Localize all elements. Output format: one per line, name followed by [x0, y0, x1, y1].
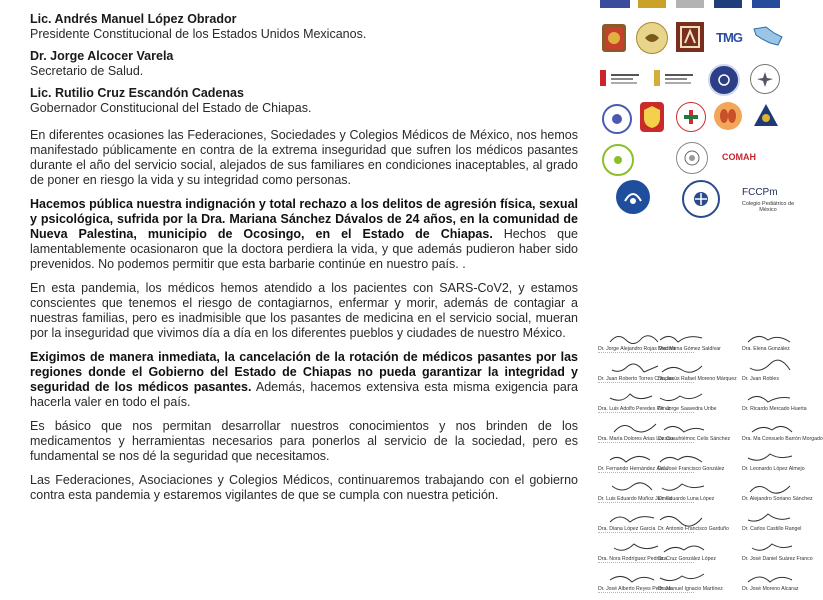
paragraph-context: En diferentes ocasiones las Federaciones, Sociedades y Colegios Médicos de México, nos hemos manifestado públicamente en contra de la extrema inseguridad que sufren los médicos pasantes durante el año del servicio social, alejados de sus familiares en condiciones inaceptables, al grado de poner en riesgo la vida y su integridad como personas.	[30, 128, 578, 187]
paragraph-closing: Las Federaciones, Asociaciones y Colegios Médicos, continuaremos trabajando con el gobierno contra esta pandemia y estaremos vigilantes de que se cumpla con nuestra petición.	[30, 473, 578, 502]
signatory-name: Dr. José Moreno Alcaraz	[742, 586, 799, 592]
addressee-3	[30, 86, 578, 116]
signature	[736, 360, 800, 388]
comah-logo	[722, 148, 782, 166]
signatures-block	[598, 324, 823, 600]
college-logo	[602, 144, 634, 176]
signature	[736, 570, 800, 598]
signatory-name: Dr. Cruz González López	[658, 556, 716, 562]
signatory-name: Dra. María Dolores Arias Lozano	[598, 436, 674, 442]
paragraph-bold-text: Exigimos de manera inmediata, la cancelación de la rotación de médicos pasantes por las regiones donde el Gobierno del Estado de Chiapas no pueda garantizar la integridad y seguridad de los médicos pasantes.	[30, 350, 578, 394]
letter-body	[30, 12, 578, 512]
signatory-name: Dr. Eduardo Luna López	[658, 496, 715, 502]
signatory-name: Dr. Juan Roberto Torres Chiapas	[598, 376, 674, 382]
signatory-name: Dra. Elena González	[742, 346, 790, 352]
signatory-name: Dr. Jorge Saavedra Uribe	[658, 406, 717, 412]
signature	[736, 510, 800, 538]
handwritten-signature-icon	[746, 390, 796, 406]
triangle-emblem-logo	[752, 102, 780, 130]
hands-emblem-logo	[616, 180, 650, 214]
signature	[648, 480, 718, 508]
handwritten-signature-icon	[746, 360, 796, 376]
handwritten-signature-icon	[658, 450, 708, 466]
signatory-name: Dr. Juan Robles	[742, 376, 779, 382]
signatory-name: Dr. Carlos Castillo Rangel	[742, 526, 802, 532]
signature	[648, 570, 723, 598]
signature	[648, 510, 729, 538]
signatory-name: Dr. José Daniel Suárez Franco	[742, 556, 813, 562]
paragraph-text: Hechos que lamentablemente ocasionaron que la doctora perdiera la vida, y que además pudieron haber sido prevenidos. No podemos permitir que esta barbarie continúe en nuestro país. .	[30, 227, 578, 271]
signatory-name: Dra. Nora Rodríguez Pedraza	[598, 556, 667, 562]
signatory-name: Dr. Jesús Rafael Moreno Márquez	[658, 376, 737, 382]
addressee-name: Lic. Andrés Manuel López Obrador	[30, 12, 237, 26]
addressee-2	[30, 49, 578, 79]
addressee-1	[30, 12, 578, 42]
comah-logo-text: COMAH	[722, 152, 756, 162]
signature	[648, 390, 718, 418]
signatory-name: Dr. José Alberto Reyes Pedraza	[598, 586, 672, 592]
academy-seal-logo	[676, 142, 708, 174]
handwritten-signature-icon	[658, 540, 708, 556]
addressee-role: Presidente Constitucional de los Estados Unidos Mexicanos.	[30, 27, 367, 41]
signature	[648, 360, 737, 388]
association-logo	[638, 0, 666, 8]
signature	[736, 330, 800, 358]
signatory-name: Dr. Ricardo Mercado Huerta	[742, 406, 807, 412]
association-seal-logo	[636, 22, 668, 54]
handwritten-signature-icon	[746, 540, 796, 556]
association-logo	[600, 0, 630, 8]
signatory-name: Dr. Fernando Hernández Ávila	[598, 466, 668, 472]
signature	[736, 540, 813, 568]
signatory-name: Dra. Ma Consuelo Barrón Morgado	[742, 436, 823, 442]
signature	[648, 420, 731, 448]
paragraph-demand	[30, 350, 578, 410]
signature	[648, 540, 718, 568]
association-logo	[714, 0, 742, 8]
council-banner-logo	[654, 70, 700, 86]
fccpm-logo	[742, 184, 786, 200]
handwritten-signature-icon	[658, 420, 708, 436]
addressee-name: Dr. Jorge Alcocer Varela	[30, 49, 174, 63]
association-logo	[752, 0, 780, 8]
association-logo	[676, 0, 704, 8]
handwritten-signature-icon	[746, 510, 796, 526]
handwritten-signature-icon	[746, 570, 796, 586]
signatory-name: Dr. José Francisco González	[658, 466, 725, 472]
signatory-name: Dr. Antonio Francisco Garduño	[658, 526, 729, 532]
signatory-name: Dra. Diana López García	[598, 526, 656, 532]
signature	[736, 390, 807, 418]
addressee-role: Secretario de Salud.	[30, 64, 144, 78]
handwritten-signature-icon	[658, 480, 708, 496]
signature	[736, 480, 813, 508]
fccpm-subtitle: Colegio Pediátrico de México	[741, 201, 795, 213]
aztec-calendar-logo	[602, 24, 626, 52]
federation-banner-logo	[600, 70, 646, 86]
mexico-map-logo	[752, 22, 786, 52]
paragraph-text: Además, hacemos extensiva esta misma exigencia para hacerla valer en todo el país.	[30, 380, 578, 409]
mexican-motif-logo	[676, 22, 704, 52]
signatory-name: Dr. Luis Eduardo Muñoz Jaimes	[598, 496, 672, 502]
handwritten-signature-icon	[658, 360, 708, 376]
signatory-name: Dra. Mirna Gómez Saldívar	[658, 346, 721, 352]
signatory-name: Dr. Manuel Ignacio Martínez	[658, 586, 723, 592]
handwritten-signature-icon	[658, 390, 708, 406]
handwritten-signature-icon	[658, 330, 708, 346]
signatory-name: Dr. Cuauhtémoc Celis Sánchez	[658, 436, 731, 442]
signature	[736, 420, 823, 448]
signature	[648, 330, 721, 358]
medical-cross-logo	[676, 102, 706, 132]
tmg-logo	[712, 24, 746, 50]
fccpm-logo-text: FCCPm	[742, 186, 778, 198]
paragraph-resources: Es básico que nos permitan desarrollar nuestros conocimientos y nos brinden de los medicamentos y herramientas necesarios para ponerlos al servicio de la sociedad, pero es fundamental se nos dé la seguridad que necesitamos.	[30, 419, 578, 463]
association-seal-logo	[750, 64, 780, 94]
handwritten-signature-icon	[746, 450, 796, 466]
association-logos-panel	[592, 0, 800, 224]
shield-logo	[640, 102, 664, 132]
paragraph-pandemic: En esta pandemia, los médicos hemos atendido a los pacientes con SARS-CoV2, y estamos conscientes que tenemos el riesgo de contagiarnos, enfermar y morir, además de contagiar a nuestras familias, pero es inadmisible que los pasantes de medicina en el servicio social, mueran por la inseguridad que vivimos día a día en los diferentes pueblos y ciudades de nuestro México.	[30, 281, 578, 340]
medical-society-logo	[602, 104, 632, 134]
college-seal-logo	[708, 64, 740, 96]
signatory-name: Dra. Luis Adolfo Peredes Pérez	[598, 406, 671, 412]
tmg-logo-text: TMG	[716, 29, 742, 45]
signatory-name: Dr. Jorge Alejandro Rojas Medina	[598, 346, 676, 352]
handwritten-signature-icon	[746, 480, 796, 496]
signatory-name: Dr. Leonardo López Almejo	[742, 466, 805, 472]
handwritten-signature-icon	[658, 510, 708, 526]
paragraph-bold-text: Hacemos pública nuestra indignación y total rechazo a los delitos de agresión física, sexual y psicológica, sufrida por la Dra. Mariana Sánchez Dávalos de 24 años, en la comunidad de Nueva Palestina, municipio de Ocosingo, en el Estado de Chiapas.	[30, 197, 578, 241]
handwritten-signature-icon	[658, 570, 708, 586]
paragraph-indignation	[30, 197, 578, 272]
handwritten-signature-icon	[746, 330, 796, 346]
addressee-role: Gobernador Constitucional del Estado de Chiapas.	[30, 101, 312, 115]
signature	[736, 450, 805, 478]
addressee-name: Lic. Rutilio Cruz Escandón Cadenas	[30, 86, 244, 100]
lungs-logo	[714, 102, 742, 130]
society-seal-logo	[682, 180, 720, 218]
signatory-name: Dr. Alejandro Soriano Sánchez	[742, 496, 813, 502]
handwritten-signature-icon	[746, 420, 796, 436]
signature	[648, 450, 725, 478]
